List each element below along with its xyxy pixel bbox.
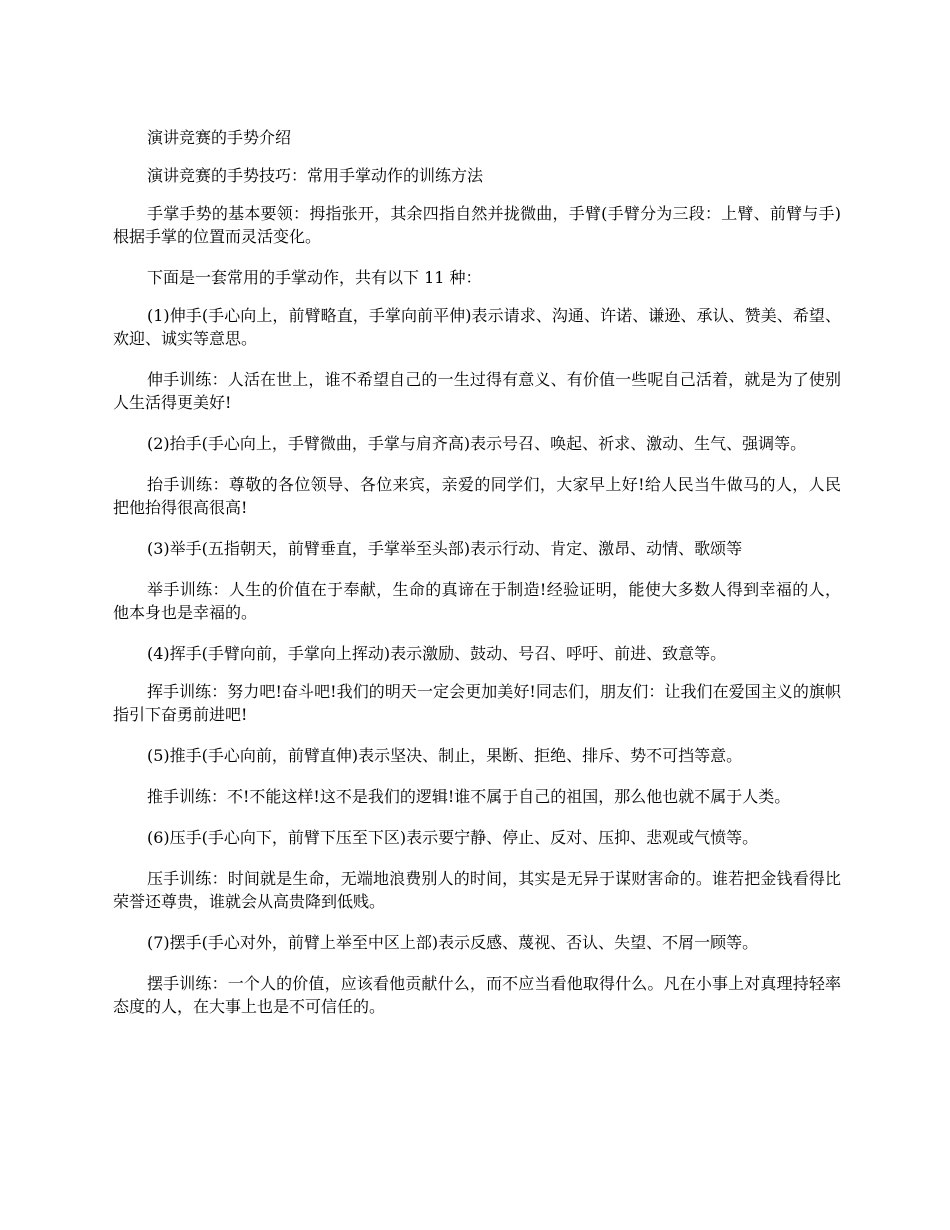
paragraph-training-2: 抬手训练：尊敬的各位领导、各位来宾，亲爱的同学们，大家早上好!给人民当牛做马的人，人民把他抬得很高很高! (113, 475, 841, 517)
paragraph-basic-essentials: 手掌手势的基本要领：拇指张开，其余四指自然并拢微曲，手臂(手臂分为三段：上臂、前臂与手)根据手掌的位置而灵活变化。 (113, 204, 841, 246)
document-title: 演讲竞赛的手势介绍 (147, 128, 292, 147)
paragraph-training-3: 举手训练：人生的价值在于奉献，生命的真谛在于制造!经验证明，能使大多数人得到幸福的人，他本身也是幸福的。 (113, 580, 841, 622)
paragraph-gesture-4: (4)挥手(手臂向前，手掌向上挥动)表示激励、鼓动、号召、呼吁、前进、致意等。 (147, 644, 727, 663)
document-subtitle: 演讲竞赛的手势技巧：常用手掌动作的训练方法 (147, 166, 484, 185)
paragraph-training-1: 伸手训练：人活在世上，谁不希望自己的一生过得有意义、有价值一些呢自己活着，就是为了使别人生活得更美好! (113, 370, 841, 412)
paragraph-gesture-1: (1)伸手(手心向上，前臂略直，手掌向前平伸)表示请求、沟通、许诺、谦逊、承认、赞美、希望、欢迎、诚实等意思。 (113, 306, 841, 348)
paragraph-training-5: 推手训练：不!不能这样!这不是我们的逻辑!谁不属于自己的祖国，那么他也就不属于人类。 (147, 787, 791, 806)
paragraph-intro-list: 下面是一套常用的手掌动作，共有以下 11 种： (147, 268, 482, 287)
paragraph-training-7: 摆手训练：一个人的价值，应该看他贡献什么，而不应当看他取得什么。凡在小事上对真理持轻率态度的人，在大事上也是不可信任的。 (113, 974, 841, 1016)
paragraph-gesture-7: (7)摆手(手心对外，前臂上举至中区上部)表示反感、蔑视、否认、失望、不屑一顾等。 (147, 933, 759, 952)
paragraph-gesture-5: (5)推手(手心向前，前臂直伸)表示坚决、制止，果断、拒绝、排斥、势不可挡等意。 (147, 746, 743, 765)
paragraph-gesture-2: (2)抬手(手心向上，手臂微曲，手掌与肩齐高)表示号召、唤起、祈求、激动、生气、强调等。 (147, 434, 807, 453)
document-body (113, 126, 841, 1036)
paragraph-training-4: 挥手训练：努力吧!奋斗吧!我们的明天一定会更加美好!同志们，朋友们：让我们在爱国主义的旗帜指引下奋勇前进吧! (113, 682, 841, 724)
paragraph-gesture-6: (6)压手(手心向下，前臂下压至下区)表示要宁静、停止、反对、压抑、悲观或气愤等。 (147, 828, 759, 847)
paragraph-training-6: 压手训练：时间就是生命，无端地浪费别人的时间，其实是无异于谋财害命的。谁若把金钱看得比荣誉还尊贵，谁就会从高贵降到低贱。 (113, 869, 841, 911)
paragraph-gesture-3: (3)举手(五指朝天，前臂垂直，手掌举至头部)表示行动、肯定、激昂、动情、歌颂等 (147, 539, 743, 558)
